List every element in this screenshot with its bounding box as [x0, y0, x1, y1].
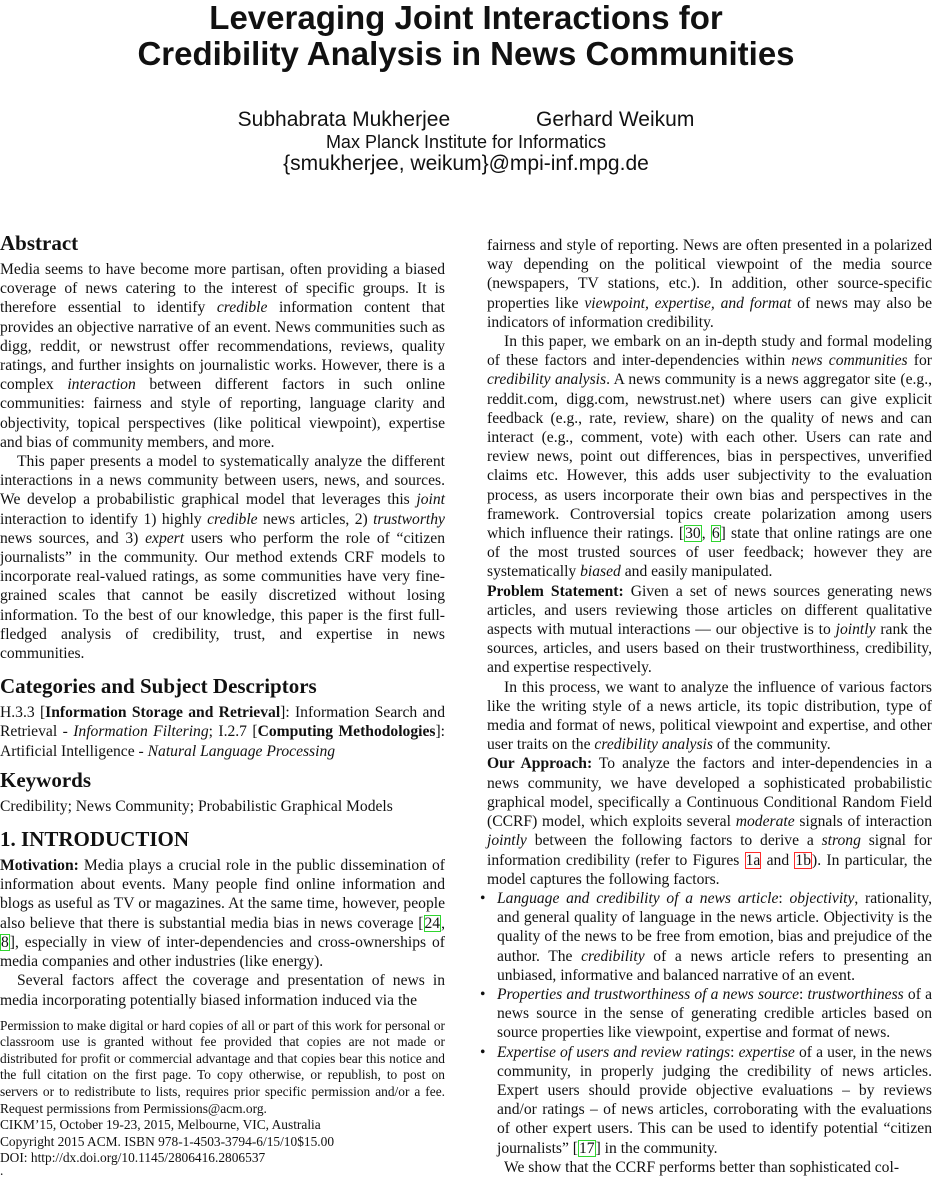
conference-info: CIKM’15, October 19-23, 2015, Melbourne, VIC, Australia [0, 1117, 321, 1133]
keywords-text: Credibility; News Community; Probabilistic Graphical Models [0, 797, 393, 815]
introduction-heading: 1. INTRODUCTION [0, 827, 190, 852]
problem-statement: Problem Statement: Given a set of news sources generating news articles, and users reviewing those articles on different qualitative aspects with mutual interactions — our objective is to jointly rank the sources, articles, and users based on their trustworthiness, credibility, and expertise respectively. [487, 582, 932, 677]
citation-24[interactable]: 24 [424, 914, 441, 932]
trailing-dot: . [0, 1163, 4, 1179]
keywords-heading: Keywords [0, 767, 91, 792]
citation-17[interactable]: 17 [578, 1139, 595, 1157]
abstract-paragraph-2: This paper presents a model to systematically analyze the different interactions in a news community between users, news, and sources. We develop a probabilistic graphical model that leverages this joint interaction to identify 1) highly credible news articles, 2) trustworthy news sources, and 3) expert users who perform the role of “citizen journalists” in the community. Our method extends CRF models to incorporate real-valued ratings, as some communities have very fine-grained scales that cannot be easily discretized without losing information. To the best of our knowledge, this paper is the first full-fledged analysis of credibility, trust, and expertise in news communities. [0, 453, 446, 663]
author-1: Subhabrata Mukherjee [237, 108, 451, 131]
intro-paragraph-2: Several factors affect the coverage and presentation of news in media incorporating potentially biased information induced via the [0, 972, 445, 1009]
permission-text: Permission to make digital or hard copies of all or part of this work for personal or classroom use is granted without fee provided that copies are not made or distributed for profit or commercial advantage and that copies bear this notice and the full citation on the first page. To copy otherwise, or republish, to post on servers or to redistribute to lists, requires prior specific permission and/or a fee. Request permissions from Permissions@acm.org. [0, 1017, 445, 1116]
factor-list [487, 889, 932, 1158]
author-block [0, 108, 932, 176]
author-email: {smukherjee, weikum}@mpi-inf.mpg.de [283, 152, 649, 175]
abstract-heading: Abstract [0, 231, 79, 255]
affiliation: Max Planck Institute for Informatics [325, 132, 607, 152]
our-approach: Our Approach: To analyze the factors and inter-dependencies in a news community, we have developed a sophisticated probabilistic graphical model, specifically a Continuous Conditional Random Field (CCRF) model, which exploits several moderate signals of interaction jointly between the following factors to derive a strong signal for information credibility (refer to Figures 1a and 1b). In particular, the model captures the following factors. [487, 755, 932, 888]
citation-30[interactable]: 30 [685, 525, 701, 543]
doi-info: DOI: http://dx.doi.org/10.1145/2806416.2806537 [0, 1150, 266, 1166]
right-paragraph-1: fairness and style of reporting. News are often presented in a polarized way depending on the political viewpoint of the media source (newspapers, TV stations, etc.). In addition, other source-specific properties like viewpoint, expertise, and format of news may also be indicators of information credibility. [487, 237, 932, 331]
categories-text: H.3.3 [Information Storage and Retrieval]: Information Search and Retrieval - Information Filtering; I.2.7 [Computing Methodologies]: Artificial Intelligence - Natural Language Processing [0, 704, 446, 760]
intro-paragraph-1: Motivation: Media plays a crucial role in the public dissemination of information about events. Many people find online information and blogs as useful as TV or magazines. At the same time, however, people also believe that there is substantial media bias in news coverage [24, 8], especially in view of inter-dependencies and cross-ownerships of media companies and other industries (like energy). [0, 857, 445, 971]
list-item: • Properties and trustworthiness of a news source: trustworthiness of a news source in the sense of generating credible articles based on source properties like viewpoint, expertise and format of news. [487, 985, 932, 1043]
left-column [0, 230, 446, 1179]
right-last-line: We show that the CCRF performs better than sophisticated col- [504, 1158, 900, 1176]
categories-heading: Categories and Subject Descriptors [0, 674, 317, 699]
figure-ref-1a[interactable]: 1a [745, 851, 761, 869]
citation-6[interactable]: 6 [711, 525, 720, 543]
right-paragraph-3: In this process, we want to analyze the influence of various factors like the writing style of a news article, its topic distribution, type of media and format of news, political viewpoint and expertise, and other user traits on the credibility analysis of the community. [487, 678, 932, 754]
right-paragraph-2: In this paper, we embark on an in-depth study and formal modeling of these factors and inter-dependencies within news communities for credibility analysis. A news community is a news aggregator site (e.g., reddit.com, digg.com, newstrust.net) where users can give explicit feedback (e.g., rate, review, share) on the quality of news and can interact (e.g., comment, vote) with each other. Users can rate and review news, point out differences, bias in perspectives, unverified claims etc. However, this adds user subjectivity to the evaluation process, as users incorporate their own bias and perspectives in the framework. Controversial topics create polarization among users which influence their ratings. [30, 6] state that online ratings are one of the most trusted sources of user feedback; however they are systematically biased and easily manipulated. [487, 333, 932, 581]
right-column [487, 236, 932, 1177]
abstract-paragraph-1: Media seems to have become more partisan, often providing a biased coverage of news catering to the interest of specific groups. It is therefore essential to identify credible information content that provides an objective narrative of an event. News communities such as digg, reddit, or newstrust offer recommendations, reviews, quality ratings, and further insights on journalistic works. However, there is a complex interaction between different factors in such online communities: fairness and style of reporting, language clarity and objectivity, topical perspectives (like political viewpoint), expertise and bias of community members, and more. [0, 261, 446, 451]
list-item: • Language and credibility of a news article: objectivity, rationality, and general quality of language in the news article. Objectivity is the quality of the news to be free from emotion, bias and prejudice of the author. The credibility of a news article refers to presenting an unbiased, informative and balanced narrative of an event. [487, 889, 932, 985]
author-names [0, 108, 932, 132]
paper-title [0, 0, 932, 72]
figure-ref-1b[interactable]: 1b [795, 851, 812, 869]
list-item: • Expertise of users and review ratings: expertise of a user, in the news community, in properly judging the credibility of news articles. Expert users should provide objective evaluations – by reviews and/or ratings – of news articles, corroborating with the evaluations of other expert users. This can be used to identify potential “citizen journalists” [17] in the community. [487, 1043, 932, 1158]
title-line-1: Leveraging Joint Interactions for [209, 0, 723, 36]
author-2: Gerhard Weikum [535, 108, 695, 131]
copyright-info: Copyright 2015 ACM. ISBN 978-1-4503-3794-6/15/10$15.00 [0, 1133, 335, 1149]
citation-8[interactable]: 8 [1, 933, 9, 951]
title-line-2: Credibility Analysis in News Communities [137, 35, 795, 72]
permission-notice [0, 1017, 445, 1179]
